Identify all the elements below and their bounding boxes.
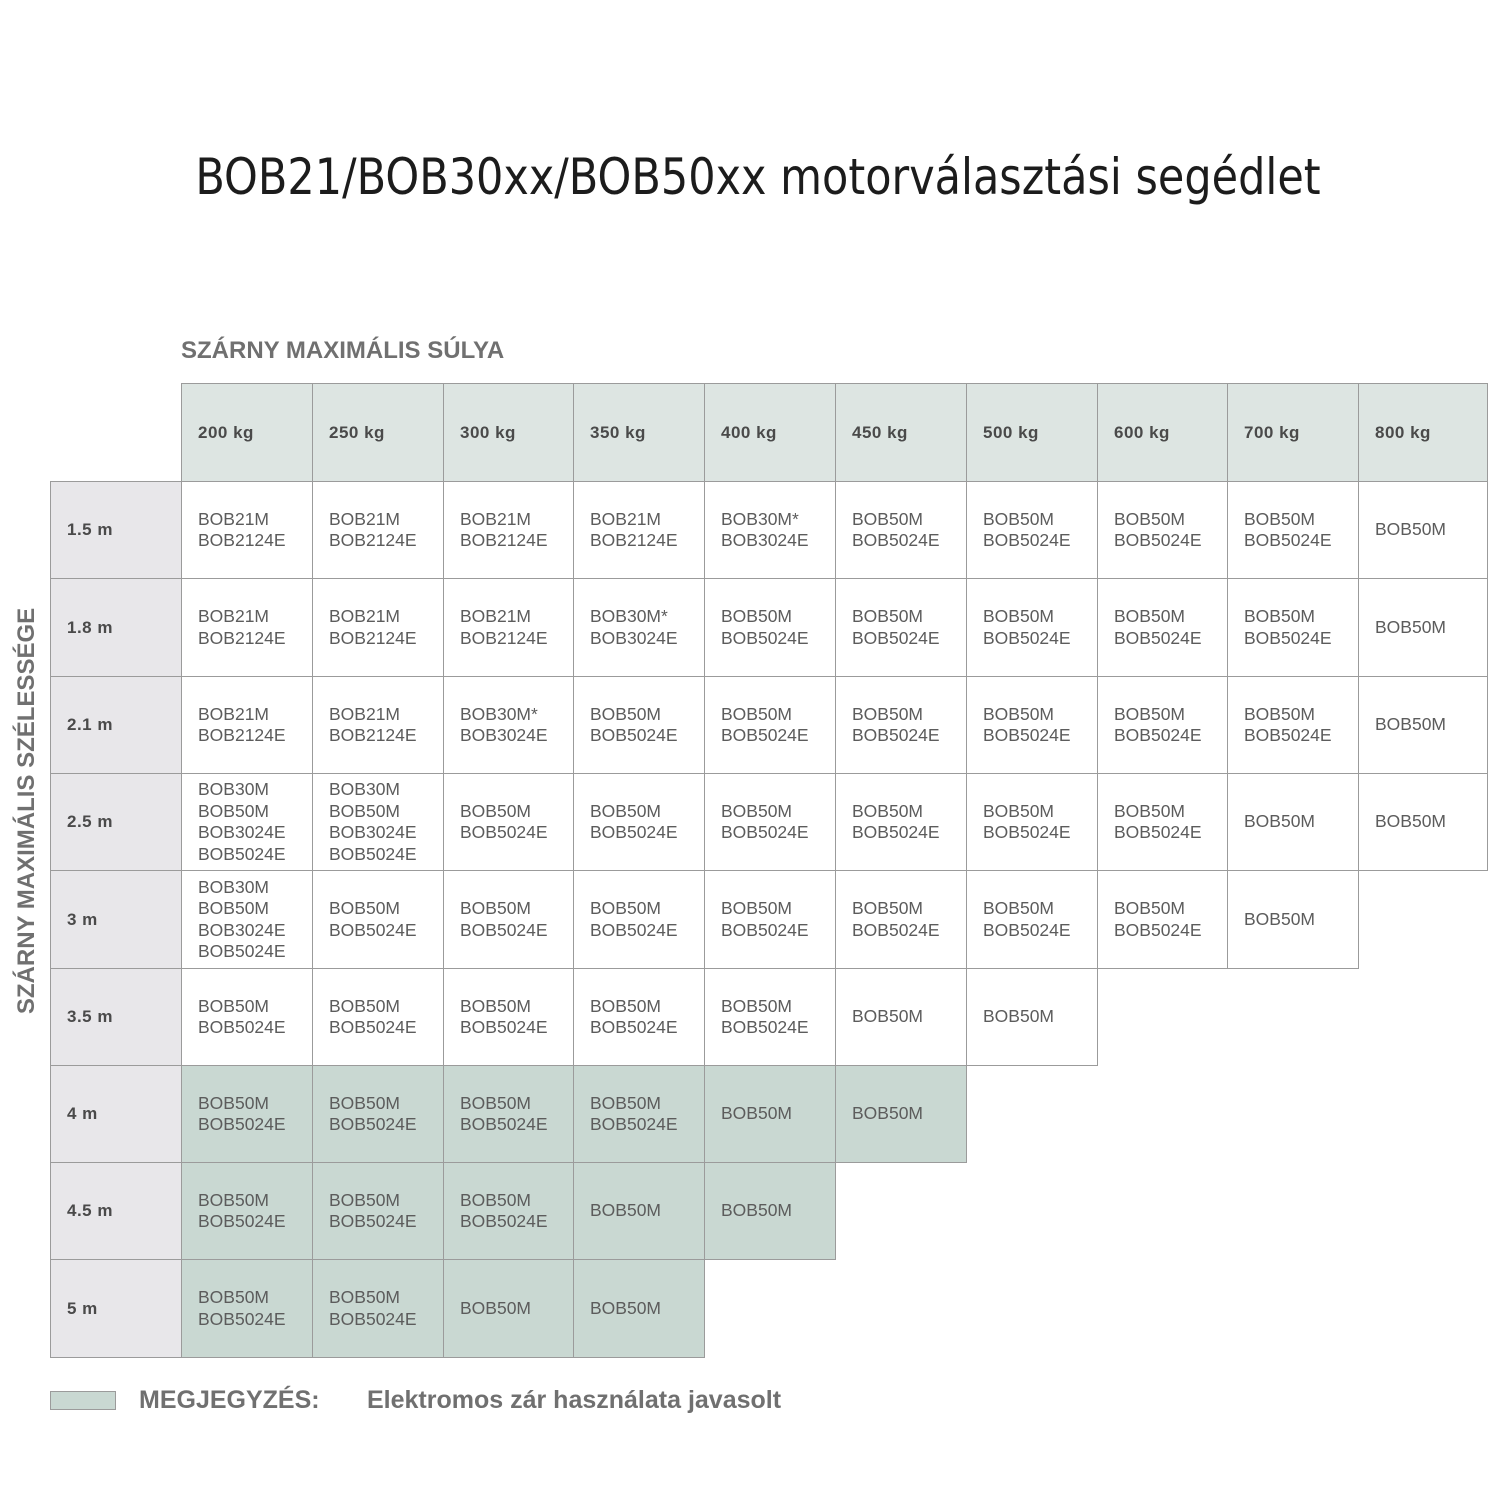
motor-model: BOB50M — [852, 1103, 923, 1124]
motor-model: BOB5024E — [721, 919, 809, 940]
weight-header: 400 kg — [704, 383, 836, 482]
motor-model: BOB21M — [460, 606, 531, 626]
motor-model: BOB50M — [329, 898, 400, 918]
motor-model: BOB50M — [329, 995, 400, 1016]
motor-model: BOB30M* — [721, 508, 799, 529]
motor-model: BOB5024E — [198, 941, 286, 961]
weight-header: 600 kg — [1097, 383, 1229, 482]
motor-model: BOB3024E — [198, 919, 286, 940]
table-cell — [704, 1162, 836, 1260]
motor-model: BOB5024E — [198, 1017, 286, 1037]
motor-model: BOB50M — [1375, 519, 1446, 540]
motor-model: BOB5024E — [590, 1017, 678, 1037]
motor-model: BOB50M — [590, 898, 661, 918]
motor-model: BOB50M — [1114, 606, 1185, 626]
table-cell — [1227, 481, 1359, 579]
motor-model: BOB3024E — [460, 725, 548, 745]
motor-model: BOB21M — [198, 606, 269, 626]
legend-text: Elektromos zár használata javasolt — [367, 1386, 782, 1414]
motor-model: BOB5024E — [198, 1211, 286, 1231]
motor-model: BOB50M — [1244, 508, 1315, 529]
width-row-header: 2.5 m — [50, 773, 182, 871]
motor-model: BOB50M — [460, 898, 531, 918]
table-cell — [835, 676, 967, 774]
motor-model: BOB5024E — [721, 1017, 809, 1037]
motor-model: BOB50M — [1244, 811, 1315, 832]
motor-model: BOB5024E — [590, 1114, 678, 1134]
width-row-header: 1.5 m — [50, 481, 182, 579]
motor-model: BOB50M — [721, 606, 792, 626]
motor-model: BOB3024E — [590, 627, 678, 648]
table-cell — [1097, 773, 1229, 871]
table-cell — [835, 578, 967, 677]
motor-model: BOB21M — [329, 703, 400, 724]
motor-model: BOB5024E — [852, 725, 940, 745]
table-cell — [443, 676, 575, 774]
table-cell — [966, 481, 1098, 579]
table-cell — [966, 578, 1098, 677]
motor-model: BOB50M — [329, 1092, 400, 1113]
page-title: BOB21/BOB30xx/BOB50xx motorválasztási segédlet — [195, 148, 1321, 206]
motor-model: BOB50M — [198, 1092, 269, 1113]
table-cell — [443, 773, 575, 871]
table-cell — [966, 870, 1098, 969]
motor-model: BOB50M — [1114, 800, 1185, 821]
motor-model: BOB21M — [198, 508, 269, 529]
motor-model: BOB50M — [1114, 508, 1185, 529]
table-cell — [181, 1065, 313, 1163]
table-cell — [1097, 870, 1229, 969]
width-row-header: 4.5 m — [50, 1162, 182, 1260]
motor-model: BOB50M — [590, 995, 661, 1016]
motor-model: BOB5024E — [329, 1017, 417, 1037]
motor-model: BOB5024E — [460, 1017, 548, 1037]
motor-model: BOB2124E — [329, 627, 417, 648]
motor-model: BOB3024E — [721, 530, 809, 550]
motor-model: BOB5024E — [983, 627, 1071, 648]
table-cell — [181, 870, 313, 969]
motor-model: BOB3024E — [329, 822, 417, 842]
motor-model: BOB2124E — [460, 627, 548, 648]
motor-model: BOB50M — [329, 800, 400, 821]
motor-model: BOB50M — [721, 800, 792, 821]
table-cell — [704, 578, 836, 677]
width-row-header: 1.8 m — [50, 578, 182, 677]
table-cell — [704, 773, 836, 871]
motor-model: BOB50M — [590, 703, 661, 724]
weight-header: 300 kg — [443, 383, 575, 482]
motor-model: BOB50M — [198, 1287, 269, 1307]
motor-model: BOB50M — [721, 1103, 792, 1124]
motor-model: BOB5024E — [852, 822, 940, 842]
motor-model: BOB5024E — [1114, 822, 1202, 842]
weight-header: 700 kg — [1227, 383, 1359, 482]
table-cell — [1358, 481, 1488, 579]
table-cell — [1227, 676, 1359, 774]
motor-model: BOB50M — [983, 703, 1054, 724]
weight-header: 500 kg — [966, 383, 1098, 482]
motor-model: BOB5024E — [1114, 530, 1202, 550]
motor-model: BOB50M — [460, 1297, 531, 1318]
motor-model: BOB5024E — [1114, 725, 1202, 745]
motor-model: BOB2124E — [329, 725, 417, 745]
motor-model: BOB5024E — [460, 919, 548, 940]
motor-model: BOB5024E — [329, 919, 417, 940]
table-cell — [443, 870, 575, 969]
motor-model: BOB50M — [590, 800, 661, 821]
motor-model: BOB5024E — [590, 822, 678, 842]
table-cell — [181, 968, 313, 1066]
table-cell — [573, 481, 705, 579]
motor-model: BOB21M — [198, 703, 269, 724]
motor-model: BOB21M — [329, 508, 400, 529]
motor-model: BOB50M — [983, 898, 1054, 918]
table-cell — [181, 676, 313, 774]
motor-model: BOB50M — [852, 800, 923, 821]
motor-model: BOB2124E — [198, 530, 286, 550]
motor-model: BOB5024E — [1244, 530, 1332, 550]
motor-model: BOB5024E — [721, 627, 809, 648]
motor-model: BOB21M — [590, 508, 661, 529]
table-cell — [966, 676, 1098, 774]
table-cell — [1358, 676, 1488, 774]
motor-model: BOB30M — [198, 779, 269, 799]
motor-model: BOB30M* — [460, 703, 538, 724]
weight-header: 350 kg — [573, 383, 705, 482]
weight-header: 800 kg — [1358, 383, 1488, 482]
table-cell — [573, 1065, 705, 1163]
width-row-header: 4 m — [50, 1065, 182, 1163]
motor-model: BOB50M — [1375, 714, 1446, 735]
motor-model: BOB5024E — [460, 1114, 548, 1134]
motor-model: BOB50M — [1244, 703, 1315, 724]
motor-model: BOB5024E — [852, 919, 940, 940]
table-cell — [835, 773, 967, 871]
motor-model: BOB30M — [329, 779, 400, 799]
table-cell — [835, 870, 967, 969]
motor-model: BOB50M — [460, 800, 531, 821]
motor-model: BOB50M — [983, 800, 1054, 821]
table-cell — [1097, 676, 1229, 774]
table-cell — [443, 1259, 575, 1358]
weight-header: 250 kg — [312, 383, 444, 482]
table-cell — [312, 676, 444, 774]
table-cell — [312, 481, 444, 579]
motor-model: BOB50M — [460, 1189, 531, 1210]
table-cell — [573, 1162, 705, 1260]
motor-model: BOB50M — [590, 1297, 661, 1318]
table-cell — [443, 578, 575, 677]
weight-header: 200 kg — [181, 383, 313, 482]
table-cell — [1358, 773, 1488, 871]
motor-model: BOB50M — [1375, 811, 1446, 832]
width-row-header: 3 m — [50, 870, 182, 969]
motor-model: BOB50M — [852, 1006, 923, 1027]
motor-model: BOB50M — [852, 703, 923, 724]
table-cell — [1227, 870, 1359, 969]
table-cell — [704, 968, 836, 1066]
table-cell — [1227, 578, 1359, 677]
width-row-header: 3.5 m — [50, 968, 182, 1066]
table-cell — [966, 968, 1098, 1066]
motor-model: BOB50M — [852, 898, 923, 918]
table-cell — [181, 1259, 313, 1358]
table-cell — [573, 676, 705, 774]
motor-model: BOB5024E — [983, 919, 1071, 940]
table-cell — [835, 481, 967, 579]
table-cell — [704, 481, 836, 579]
motor-model: BOB50M — [1375, 616, 1446, 637]
motor-model: BOB21M — [460, 508, 531, 529]
legend-label: MEGJEGYZÉS: — [139, 1386, 320, 1414]
motor-model: BOB50M — [721, 898, 792, 918]
motor-model: BOB50M — [198, 1189, 269, 1210]
x-axis-title: SZÁRNY MAXIMÁLIS SÚLYA — [181, 337, 505, 364]
motor-model: BOB50M — [198, 898, 269, 918]
motor-model: BOB50M — [460, 1092, 531, 1113]
motor-model: BOB5024E — [329, 1211, 417, 1231]
motor-model: BOB2124E — [460, 530, 548, 550]
motor-model: BOB50M — [1114, 703, 1185, 724]
motor-model: BOB5024E — [1244, 627, 1332, 648]
table-cell — [966, 773, 1098, 871]
motor-model: BOB50M — [721, 1200, 792, 1221]
motor-model: BOB5024E — [590, 725, 678, 745]
table-cell — [704, 676, 836, 774]
table-cell — [312, 1065, 444, 1163]
motor-model: BOB5024E — [198, 1114, 286, 1134]
table-cell — [312, 578, 444, 677]
motor-model: BOB50M — [329, 1287, 400, 1307]
table-cell — [181, 481, 313, 579]
motor-model: BOB5024E — [983, 530, 1071, 550]
motor-model: BOB30M — [198, 876, 269, 897]
table-cell — [573, 870, 705, 969]
motor-model: BOB50M — [852, 606, 923, 626]
table-cell — [573, 968, 705, 1066]
table-cell — [312, 773, 444, 871]
motor-model: BOB50M — [1244, 606, 1315, 626]
width-row-header: 2.1 m — [50, 676, 182, 774]
table-cell — [835, 1065, 967, 1163]
table-cell — [704, 870, 836, 969]
motor-model: BOB50M — [852, 508, 923, 529]
motor-model: BOB5024E — [721, 822, 809, 842]
weight-header: 450 kg — [835, 383, 967, 482]
motor-model: BOB2124E — [590, 530, 678, 550]
motor-model: BOB5024E — [852, 627, 940, 648]
motor-model: BOB21M — [329, 606, 400, 626]
table-cell — [181, 578, 313, 677]
motor-model: BOB5024E — [983, 822, 1071, 842]
motor-model: BOB50M — [983, 1006, 1054, 1027]
table-cell — [443, 1162, 575, 1260]
motor-model: BOB2124E — [198, 725, 286, 745]
motor-model: BOB50M — [198, 800, 269, 821]
motor-model: BOB5024E — [329, 843, 417, 864]
table-cell — [573, 773, 705, 871]
motor-model: BOB5024E — [329, 1114, 417, 1134]
table-cell — [443, 1065, 575, 1163]
table-cell — [1097, 578, 1229, 677]
motor-model: BOB2124E — [329, 530, 417, 550]
table-cell — [573, 1259, 705, 1358]
width-row-header: 5 m — [50, 1259, 182, 1358]
motor-model: BOB5024E — [329, 1308, 417, 1329]
motor-model: BOB50M — [721, 703, 792, 724]
motor-model: BOB50M — [721, 995, 792, 1016]
motor-model: BOB5024E — [460, 822, 548, 842]
table-cell — [312, 968, 444, 1066]
table-cell — [443, 968, 575, 1066]
motor-model: BOB50M — [590, 1092, 661, 1113]
table-cell — [312, 1162, 444, 1260]
y-axis-title: SZÁRNY MAXIMÁLIS SZÉLESSÉGE — [13, 607, 40, 1015]
table-cell — [181, 773, 313, 871]
table-cell — [443, 481, 575, 579]
motor-model: BOB5024E — [198, 843, 286, 864]
table-cell — [312, 1259, 444, 1358]
motor-model: BOB50M — [983, 606, 1054, 626]
table-cell — [1097, 481, 1229, 579]
motor-model: BOB50M — [590, 1200, 661, 1221]
motor-model: BOB5024E — [721, 725, 809, 745]
motor-model: BOB5024E — [1114, 627, 1202, 648]
table-cell — [704, 1065, 836, 1163]
motor-model: BOB50M — [329, 1189, 400, 1210]
motor-model: BOB3024E — [198, 822, 286, 842]
motor-model: BOB5024E — [590, 919, 678, 940]
legend-swatch — [50, 1391, 116, 1410]
motor-model: BOB50M — [983, 508, 1054, 529]
table-cell — [1358, 578, 1488, 677]
motor-model: BOB50M — [1244, 908, 1315, 929]
motor-model: BOB5024E — [1114, 919, 1202, 940]
motor-model: BOB2124E — [198, 627, 286, 648]
table-cell — [1227, 773, 1359, 871]
motor-model: BOB5024E — [198, 1308, 286, 1329]
motor-model: BOB50M — [460, 995, 531, 1016]
table-cell — [573, 578, 705, 677]
motor-model: BOB50M — [198, 995, 269, 1016]
motor-model: BOB5024E — [1244, 725, 1332, 745]
table-cell — [181, 1162, 313, 1260]
motor-model: BOB5024E — [852, 530, 940, 550]
motor-model: BOB5024E — [983, 725, 1071, 745]
motor-model: BOB5024E — [460, 1211, 548, 1231]
table-cell — [835, 968, 967, 1066]
motor-model: BOB50M — [1114, 898, 1185, 918]
motor-model: BOB30M* — [590, 606, 668, 626]
table-cell — [312, 870, 444, 969]
